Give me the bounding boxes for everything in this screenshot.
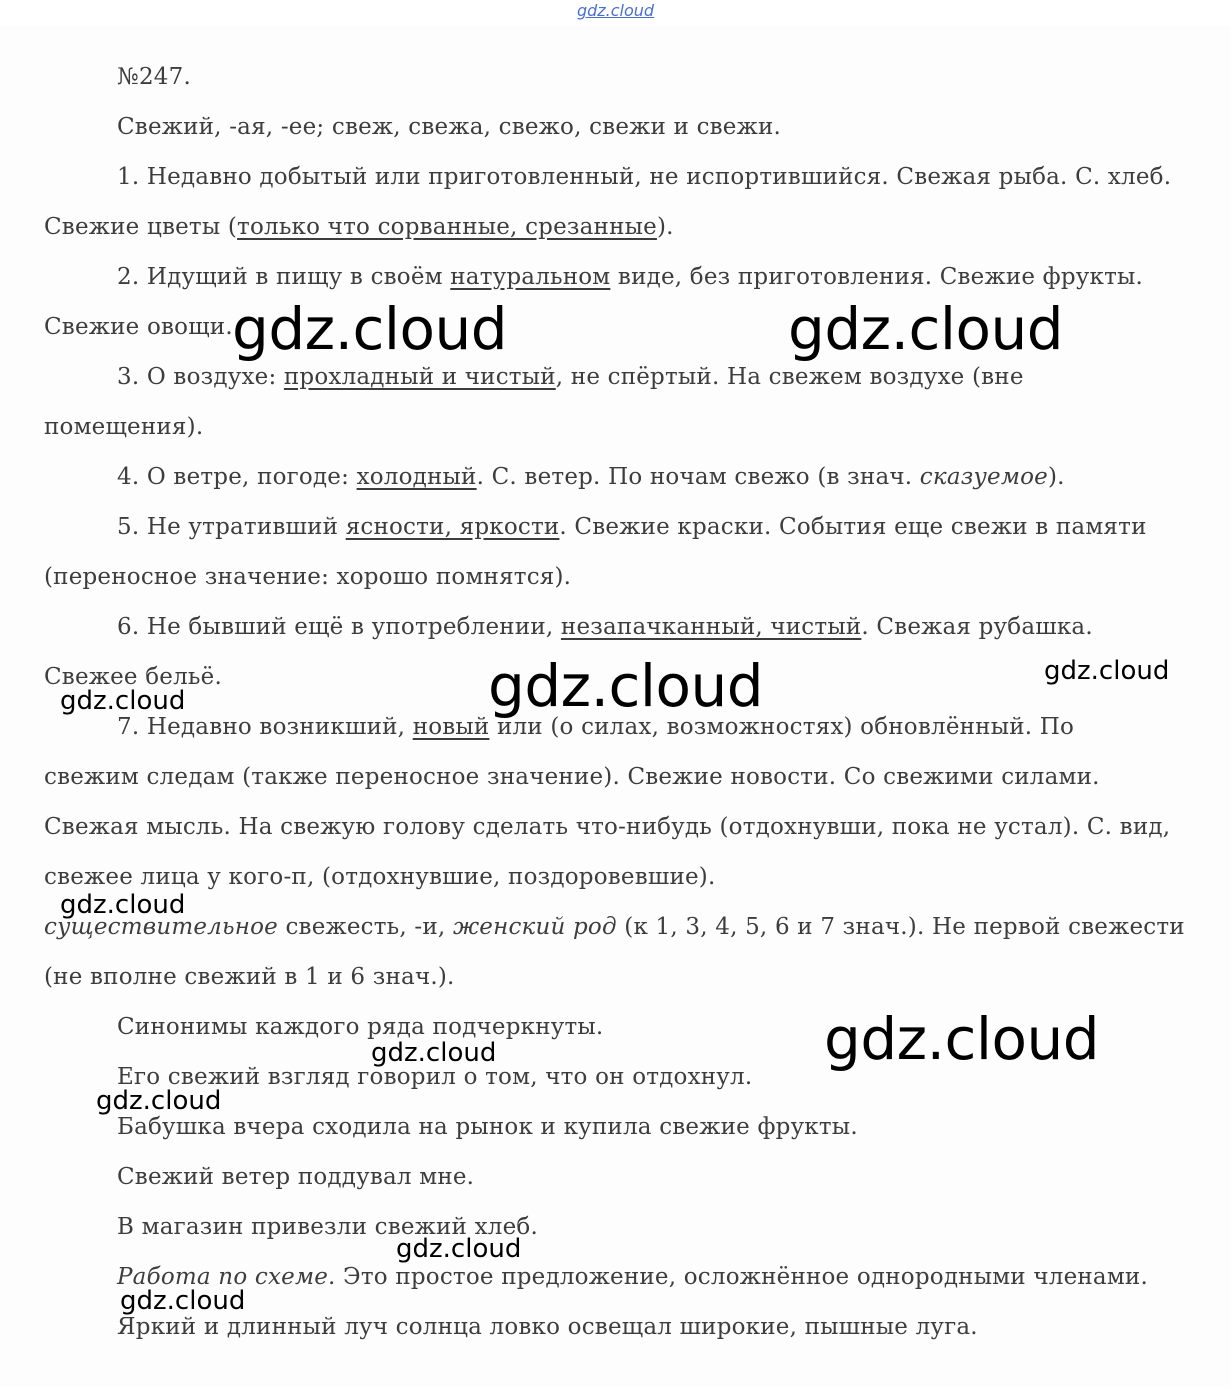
watermark: gdz.cloud <box>371 1038 497 1068</box>
watermark: gdz.cloud <box>824 1005 1100 1073</box>
text: (к 1, 3, 4, 5, 6 и 7 знач.). Не первой свежести <box>616 914 1185 940</box>
watermark: gdz.cloud <box>788 295 1064 363</box>
sense-5-line-1 <box>117 514 1147 540</box>
sense-3-line-2: помещения). <box>44 414 204 440</box>
example-sentence: Его свежий взгляд говорил о том, что он отдохнул. <box>117 1064 753 1090</box>
synonym-underlined: холодный <box>356 464 477 490</box>
sense-3-line-1 <box>117 364 1024 390</box>
example-sentence: Бабушка вчера сходила на рынок и купила свежие фрукты. <box>117 1114 858 1140</box>
sense-7-line-2: свежим следам (также переносное значение). Свежие новости. Со свежими силами. <box>44 764 1100 790</box>
text: . Свежая рубашка. <box>861 614 1093 640</box>
sense-7-line-3: Свежая мысль. На свежую голову сделать что-нибудь (отдохнувши, пока не устал). С. вид, <box>44 814 1171 840</box>
text: Свежие цветы ( <box>44 214 238 240</box>
text: ). <box>1047 464 1065 490</box>
sense-7-line-4: свежее лица у кого-п, (отдохнувшие, поздоровевшие). <box>44 864 716 890</box>
text: , не спёртый. На свежем воздухе (вне <box>555 364 1024 390</box>
text: ). <box>656 214 674 240</box>
synonym-underlined: незапачканный, чистый <box>560 614 862 640</box>
sense-2-line-2: Свежие овощи. <box>44 314 233 340</box>
text: 3. О воздухе: <box>117 364 284 390</box>
text: . Свежие краски. События еще свежи в памяти <box>559 514 1147 540</box>
text: виде, без приготовления. Свежие фрукты. <box>610 264 1144 290</box>
watermark: gdz.cloud <box>396 1234 522 1264</box>
sense-6-line-1 <box>117 614 1093 640</box>
text: свежесть, -и, <box>277 914 453 940</box>
text: . С. ветер. По ночам свежо (в знач. <box>476 464 920 490</box>
sense-6-line-2: Свежее бельё. <box>44 664 222 690</box>
text: 4. О ветре, погоде: <box>117 464 357 490</box>
synonym-underlined: ясности, яркости <box>345 514 560 540</box>
synonym-underlined: только что сорванные, срезанные <box>237 214 657 240</box>
example-sentence: Свежий ветер поддувал мне. <box>117 1164 475 1190</box>
site-link[interactable]: gdz.cloud <box>576 1 655 20</box>
watermark: gdz.cloud <box>488 652 764 720</box>
watermark: gdz.cloud <box>232 295 508 363</box>
example-sentence: В магазин привезли свежий хлеб. <box>117 1214 538 1240</box>
sense-2-line-1 <box>117 264 1143 290</box>
watermark: gdz.cloud <box>60 890 186 920</box>
text: . Это простое предложение, осложнённое однородными членами. <box>328 1264 1148 1290</box>
italic-term: женский род <box>452 914 617 940</box>
italic-term: сказуемое <box>919 464 1048 490</box>
sense-5-line-2: (переносное значение: хорошо помнятся). <box>44 564 572 590</box>
watermark: gdz.cloud <box>120 1286 246 1316</box>
synonym-underlined: новый <box>412 714 490 740</box>
noun-line-1 <box>44 914 1185 940</box>
synonym-underlined: прохладный и чистый <box>283 364 556 390</box>
scheme-line <box>117 1264 1148 1290</box>
noun-line-2: (не вполне свежий в 1 и 6 знач.). <box>44 964 455 990</box>
sense-1-line-2 <box>44 214 674 240</box>
italic-term: Работа по схеме <box>117 1264 329 1290</box>
sense-1-line-1: 1. Недавно добытый или приготовленный, не испортившийся. Свежая рыба. С. хлеб. <box>117 164 1172 190</box>
exercise-number: №247. <box>117 64 191 90</box>
synonyms-note: Синонимы каждого ряда подчеркнуты. <box>117 1014 604 1040</box>
text: 5. Не утративший <box>117 514 346 540</box>
italic-term: существительное <box>44 914 278 940</box>
watermark: gdz.cloud <box>60 686 186 716</box>
text: 7. Недавно возникший, <box>117 714 413 740</box>
sense-4-line-1 <box>117 464 1065 490</box>
headword: Свежий, -ая, -ее; свеж, свежа, свежо, свежи и свежи. <box>117 114 782 140</box>
text: 2. Идущий в пищу в своём <box>117 264 451 290</box>
scheme-sentence: Яркий и длинный луч солнца ловко освещал широкие, пышные луга. <box>117 1314 978 1340</box>
text: 6. Не бывший ещё в употреблении, <box>117 614 561 640</box>
synonym-underlined: натуральном <box>450 264 611 290</box>
text: или (о силах, возможностях) обновлённый. По <box>489 714 1075 740</box>
watermark: gdz.cloud <box>96 1086 222 1116</box>
watermark: gdz.cloud <box>1044 656 1170 686</box>
